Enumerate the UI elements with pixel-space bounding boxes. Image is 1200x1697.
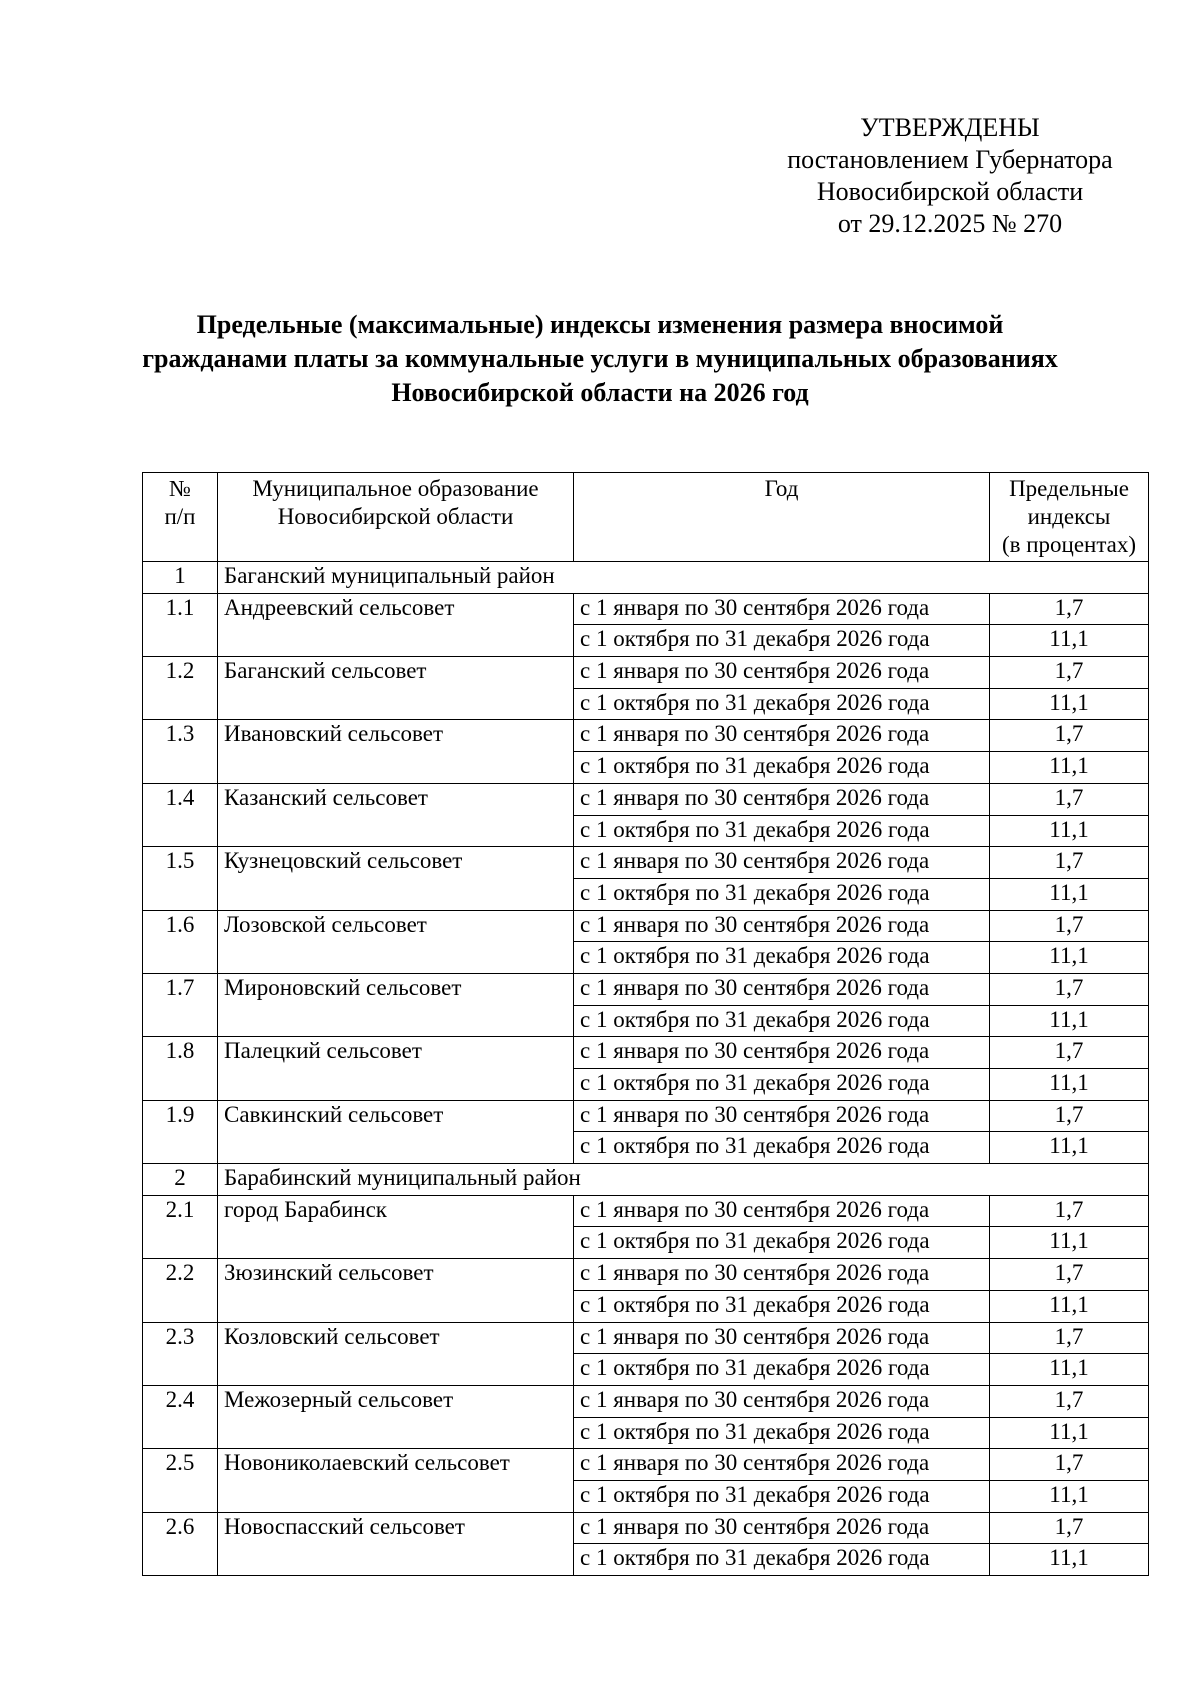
header-index-line-3: (в процентах) bbox=[1001, 532, 1137, 557]
table-group-row bbox=[143, 562, 1149, 594]
row-period-second: с 1 октября по 31 декабря 2026 года bbox=[574, 752, 990, 784]
table-row bbox=[143, 720, 1149, 752]
row-number: 2.6 bbox=[143, 1512, 218, 1575]
row-period-second: с 1 октября по 31 декабря 2026 года bbox=[574, 1480, 990, 1512]
table-body bbox=[143, 562, 1149, 1576]
row-period-second: с 1 октября по 31 декабря 2026 года bbox=[574, 1069, 990, 1101]
row-municipality: Палецкий сельсовет bbox=[218, 1037, 574, 1100]
table-row bbox=[143, 1449, 1149, 1481]
table-row bbox=[143, 593, 1149, 625]
row-municipality: город Барабинск bbox=[218, 1195, 574, 1258]
header-municipality-line-1: Муниципальное образование bbox=[252, 476, 539, 501]
row-index-second: 11,1 bbox=[990, 1544, 1149, 1576]
row-period-second: с 1 октября по 31 декабря 2026 года bbox=[574, 1132, 990, 1164]
document-title bbox=[120, 308, 1080, 410]
table-row bbox=[143, 657, 1149, 689]
row-number: 1.7 bbox=[143, 973, 218, 1036]
title-line-2: гражданами платы за коммунальные услуги в муниципальных образованиях bbox=[142, 344, 1058, 373]
row-index-second: 11,1 bbox=[990, 688, 1149, 720]
row-period-second: с 1 октября по 31 декабря 2026 года bbox=[574, 625, 990, 657]
group-name: Барабинский муниципальный район bbox=[218, 1164, 1149, 1196]
table-row bbox=[143, 1512, 1149, 1544]
row-number: 1.8 bbox=[143, 1037, 218, 1100]
row-number: 1.9 bbox=[143, 1100, 218, 1163]
approval-decree: постановлением Губернатора bbox=[787, 145, 1113, 174]
title-line-3: Новосибирской области на 2026 год bbox=[391, 378, 809, 407]
row-number: 2.5 bbox=[143, 1449, 218, 1512]
row-index-first: 1,7 bbox=[990, 1449, 1149, 1481]
row-period-second: с 1 октября по 31 декабря 2026 года bbox=[574, 878, 990, 910]
row-municipality: Ивановский сельсовет bbox=[218, 720, 574, 783]
row-period-first: с 1 января по 30 сентября 2026 года bbox=[574, 847, 990, 879]
row-period-second: с 1 октября по 31 декабря 2026 года bbox=[574, 1290, 990, 1322]
table-row bbox=[143, 1259, 1149, 1291]
row-index-first: 1,7 bbox=[990, 1512, 1149, 1544]
row-period-first: с 1 января по 30 сентября 2026 года bbox=[574, 1100, 990, 1132]
row-number: 2.2 bbox=[143, 1259, 218, 1322]
row-municipality: Савкинский сельсовет bbox=[218, 1100, 574, 1163]
row-number: 1.1 bbox=[143, 593, 218, 656]
row-period-second: с 1 октября по 31 декабря 2026 года bbox=[574, 942, 990, 974]
row-period-second: с 1 октября по 31 декабря 2026 года bbox=[574, 1354, 990, 1386]
row-index-second: 11,1 bbox=[990, 1005, 1149, 1037]
row-municipality: Баганский сельсовет bbox=[218, 657, 574, 720]
row-period-first: с 1 января по 30 сентября 2026 года bbox=[574, 1449, 990, 1481]
table-group-row bbox=[143, 1164, 1149, 1196]
row-period-first: с 1 января по 30 сентября 2026 года bbox=[574, 720, 990, 752]
row-index-first: 1,7 bbox=[990, 657, 1149, 689]
row-period-first: с 1 января по 30 сентября 2026 года bbox=[574, 1322, 990, 1354]
approval-block bbox=[700, 112, 1200, 240]
row-number: 2.1 bbox=[143, 1195, 218, 1258]
row-number: 1.6 bbox=[143, 910, 218, 973]
table-header-row bbox=[143, 473, 1149, 562]
row-period-second: с 1 октября по 31 декабря 2026 года bbox=[574, 815, 990, 847]
group-number: 1 bbox=[143, 562, 218, 594]
header-municipality-line-2: Новосибирской области bbox=[277, 504, 514, 529]
row-period-first: с 1 января по 30 сентября 2026 года bbox=[574, 1037, 990, 1069]
row-municipality: Лозовской сельсовет bbox=[218, 910, 574, 973]
row-index-first: 1,7 bbox=[990, 1195, 1149, 1227]
header-municipality bbox=[218, 473, 574, 562]
row-index-second: 11,1 bbox=[990, 1290, 1149, 1322]
row-period-second: с 1 октября по 31 декабря 2026 года bbox=[574, 688, 990, 720]
row-index-first: 1,7 bbox=[990, 1259, 1149, 1291]
indices-table bbox=[142, 472, 1149, 1576]
table-row bbox=[143, 1100, 1149, 1132]
row-index-second: 11,1 bbox=[990, 752, 1149, 784]
row-number: 2.3 bbox=[143, 1322, 218, 1385]
table-row bbox=[143, 783, 1149, 815]
title-line-1: Предельные (максимальные) индексы изменения размера вносимой bbox=[196, 310, 1004, 339]
group-number: 2 bbox=[143, 1164, 218, 1196]
table-row bbox=[143, 1322, 1149, 1354]
row-index-second: 11,1 bbox=[990, 878, 1149, 910]
header-number-line-1: № bbox=[169, 476, 191, 501]
table-row bbox=[143, 847, 1149, 879]
row-municipality: Андреевский сельсовет bbox=[218, 593, 574, 656]
row-municipality: Мироновский сельсовет bbox=[218, 973, 574, 1036]
row-index-first: 1,7 bbox=[990, 720, 1149, 752]
row-municipality: Казанский сельсовет bbox=[218, 783, 574, 846]
row-index-first: 1,7 bbox=[990, 1385, 1149, 1417]
row-municipality: Межозерный сельсовет bbox=[218, 1385, 574, 1448]
row-municipality: Козловский сельсовет bbox=[218, 1322, 574, 1385]
row-period-second: с 1 октября по 31 декабря 2026 года bbox=[574, 1005, 990, 1037]
header-year bbox=[574, 473, 990, 562]
row-number: 1.5 bbox=[143, 847, 218, 910]
row-index-first: 1,7 bbox=[990, 783, 1149, 815]
table-row bbox=[143, 973, 1149, 1005]
group-name: Баганский муниципальный район bbox=[218, 562, 1149, 594]
row-index-first: 1,7 bbox=[990, 910, 1149, 942]
row-index-second: 11,1 bbox=[990, 1480, 1149, 1512]
row-index-second: 11,1 bbox=[990, 815, 1149, 847]
row-period-second: с 1 октября по 31 декабря 2026 года bbox=[574, 1544, 990, 1576]
row-period-first: с 1 января по 30 сентября 2026 года bbox=[574, 1385, 990, 1417]
row-period-first: с 1 января по 30 сентября 2026 года bbox=[574, 910, 990, 942]
row-municipality: Зюзинский сельсовет bbox=[218, 1259, 574, 1322]
row-period-first: с 1 января по 30 сентября 2026 года bbox=[574, 1259, 990, 1291]
row-period-first: с 1 января по 30 сентября 2026 года bbox=[574, 783, 990, 815]
approval-region: Новосибирской области bbox=[816, 177, 1084, 206]
row-number: 2.4 bbox=[143, 1385, 218, 1448]
header-index bbox=[990, 473, 1149, 562]
row-period-first: с 1 января по 30 сентября 2026 года bbox=[574, 1512, 990, 1544]
row-index-first: 1,7 bbox=[990, 973, 1149, 1005]
row-period-second: с 1 октября по 31 декабря 2026 года bbox=[574, 1417, 990, 1449]
row-municipality: Кузнецовский сельсовет bbox=[218, 847, 574, 910]
row-index-first: 1,7 bbox=[990, 1100, 1149, 1132]
row-index-first: 1,7 bbox=[990, 593, 1149, 625]
header-index-line-2: индексы bbox=[1027, 504, 1111, 529]
table-row bbox=[143, 1195, 1149, 1227]
row-index-second: 11,1 bbox=[990, 1132, 1149, 1164]
row-period-first: с 1 января по 30 сентября 2026 года bbox=[574, 657, 990, 689]
row-period-first: с 1 января по 30 сентября 2026 года bbox=[574, 593, 990, 625]
row-index-first: 1,7 bbox=[990, 1322, 1149, 1354]
approval-heading: УТВЕРЖДЕНЫ bbox=[860, 113, 1040, 142]
row-index-second: 11,1 bbox=[990, 625, 1149, 657]
row-index-first: 1,7 bbox=[990, 847, 1149, 879]
header-year-label: Год bbox=[764, 476, 799, 501]
row-number: 1.4 bbox=[143, 783, 218, 846]
row-number: 1.3 bbox=[143, 720, 218, 783]
row-period-first: с 1 января по 30 сентября 2026 года bbox=[574, 1195, 990, 1227]
table-row bbox=[143, 1385, 1149, 1417]
header-number bbox=[143, 473, 218, 562]
row-index-second: 11,1 bbox=[990, 1227, 1149, 1259]
row-municipality: Новоспасский сельсовет bbox=[218, 1512, 574, 1575]
row-index-second: 11,1 bbox=[990, 1417, 1149, 1449]
row-index-second: 11,1 bbox=[990, 1069, 1149, 1101]
header-number-line-2: п/п bbox=[164, 504, 196, 529]
row-index-first: 1,7 bbox=[990, 1037, 1149, 1069]
row-period-second: с 1 октября по 31 декабря 2026 года bbox=[574, 1227, 990, 1259]
table-row bbox=[143, 1037, 1149, 1069]
table-row bbox=[143, 910, 1149, 942]
header-index-line-1: Предельные bbox=[1009, 476, 1129, 501]
row-index-second: 11,1 bbox=[990, 942, 1149, 974]
approval-date-number: от 29.12.2025 № 270 bbox=[837, 209, 1063, 238]
row-period-first: с 1 января по 30 сентября 2026 года bbox=[574, 973, 990, 1005]
row-index-second: 11,1 bbox=[990, 1354, 1149, 1386]
row-number: 1.2 bbox=[143, 657, 218, 720]
row-municipality: Новониколаевский сельсовет bbox=[218, 1449, 574, 1512]
